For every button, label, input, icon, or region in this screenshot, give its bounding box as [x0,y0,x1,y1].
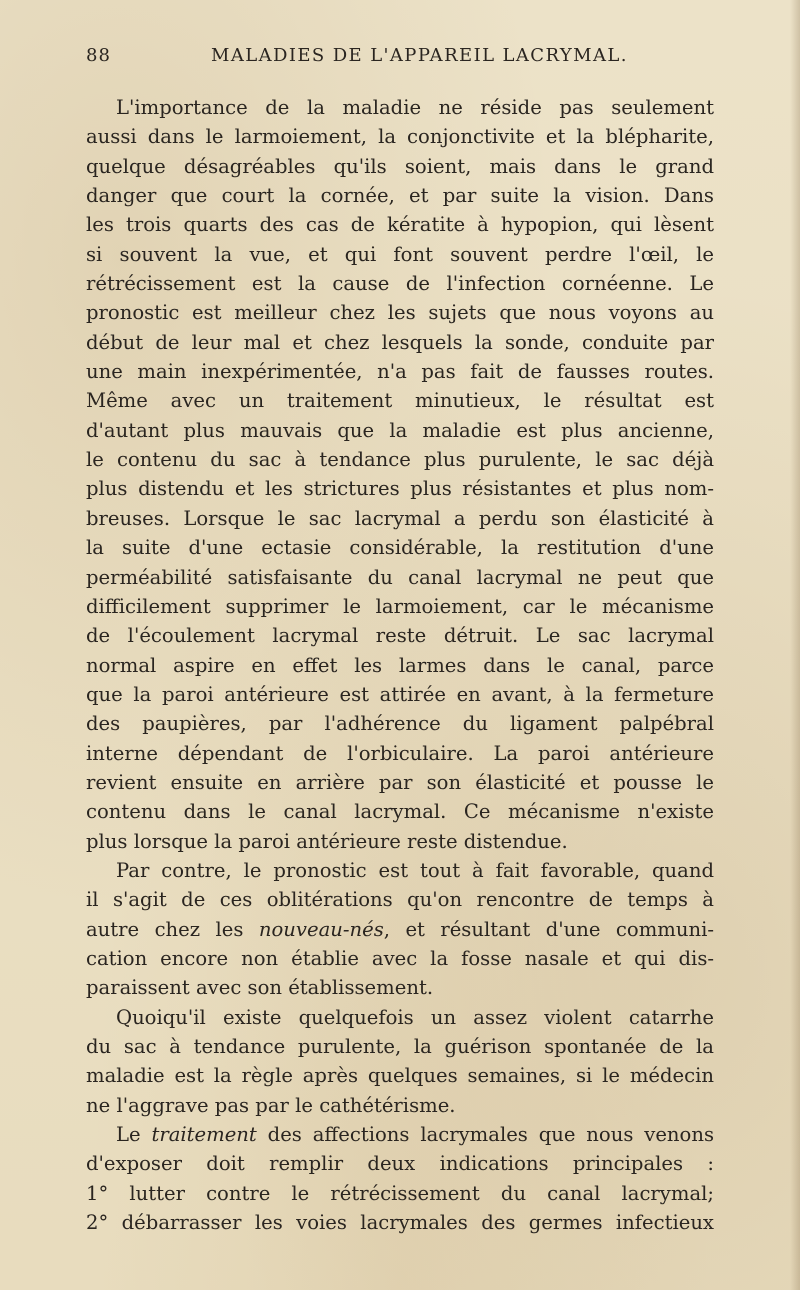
text-line: 2° débarrasser les voies lacrymales des germes infectieux [86,1211,714,1235]
text-line: des paupières, par l'adhérence du ligament palpébral [86,712,714,736]
text-line: cation encore non établie avec la fosse nasale et qui dis- [86,946,714,970]
text-line: plus distendu et les strictures plus résistantes et plus nom- [86,477,714,501]
running-head [86,45,714,73]
text-line: 1° lutter contre le rétrécissement du canal lacrymal; [86,1181,714,1205]
italic-term: nouveau-nés [258,917,384,941]
text-line: danger que court la cornée, et par suite la vision. Dans [86,184,714,208]
text-line: du sac à tendance purulente, la guérison spontanée de la [86,1035,714,1058]
text-line: normal aspire en effet les larmes dans le canal, parce [86,653,714,677]
text-line: la suite d'une ectasie considérable, la restitution d'une [86,536,714,560]
text-segment: Le [116,1123,152,1147]
text-line: de l'écoulement lacrymal reste détruit. Le sac lacrymal [86,624,714,648]
text-line: Par contre, le pronostic est tout à fait favorable, quand [116,858,714,882]
text-line: revient ensuite en arrière par son élasticité et pousse le [86,770,714,794]
text-line: si souvent la vue, et qui font souvent perdre l'œil, le [86,242,714,266]
text-line: que la paroi antérieure est attirée en avant, à la fermeture [86,682,714,706]
text-segment: , et résultant d'une communi- [383,917,714,941]
text-line [86,1120,714,1149]
text-line: pronostic est meilleur chez les sujets que nous voyons au [86,301,714,325]
running-title: MALADIES DE L'APPAREIL LACRYMAL. [211,45,628,66]
page-edge [790,0,800,1290]
page-number: 88 [86,45,111,66]
text-line: aussi dans le larmoiement, la conjonctivite et la blépharite, [86,125,714,149]
text-line: rétrécissement est la cause de l'infection cornéenne. Le [86,272,714,296]
text-line: le contenu du sac à tendance plus purulente, le sac déjà [86,448,714,472]
italic-term: traitement [151,1123,257,1147]
text-line: L'importance de la maladie ne réside pas seulement [116,96,714,119]
text-line: ne l'aggrave pas par le cathétérisme. [86,1093,456,1117]
text-line: interne dépendant de l'orbiculaire. La paroi antérieure [86,741,714,765]
text-line: perméabilité satisfaisante du canal lacrymal ne peut que [86,565,714,589]
text-line: Même avec un traitement minutieux, le résultat est [86,389,714,413]
text-segment: des affections lacrymales que nous venons [256,1123,715,1147]
text-line: d'autant plus mauvais que la maladie est plus ancienne, [86,418,714,442]
body-text [86,93,714,1237]
text-line: contenu dans le canal lacrymal. Ce mécanisme n'existe [86,800,714,824]
text-line: maladie est la règle après quelques semaines, si le médecin [86,1064,714,1088]
text-line: une main inexpérimentée, n'a pas fait de fausses routes. [86,360,714,384]
text-line: les trois quarts des cas de kératite à hypopion, qui lèsent [86,213,714,237]
text-line: quelque désagréables qu'ils soient, mais dans le grand [86,154,714,178]
text-line: paraissent avec son établissement. [86,976,434,1000]
text-line: d'exposer doit remplir deux indications principales : [86,1152,714,1176]
text-line: il s'agit de ces oblitérations qu'on rencontre de temps à [86,888,714,912]
text-segment: autre chez les [86,917,259,941]
text-line: début de leur mal et chez lesquels la sonde, conduite par [86,330,714,354]
text-line: breuses. Lorsque le sac lacrymal a perdu son élasticité à [86,506,714,530]
text-line: difficilement supprimer le larmoiement, car le mécanisme [86,594,714,618]
text-line: plus lorsque la paroi antérieure reste distendue. [86,829,568,853]
text-line: Quoiqu'il existe quelquefois un assez violent catarrhe [116,1005,714,1029]
text-line [86,915,714,944]
